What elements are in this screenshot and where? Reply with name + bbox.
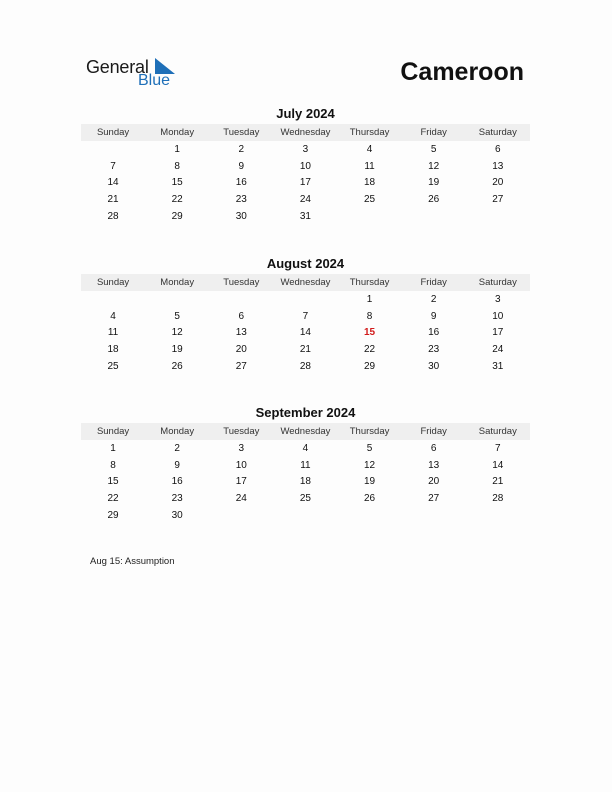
day-cell: 26	[428, 194, 440, 206]
day-cell: 4	[366, 143, 373, 155]
day-cell: 7	[302, 310, 309, 322]
month-title: August 2024	[266, 256, 345, 271]
day-cell: 23	[235, 194, 247, 206]
day-cell: 3	[495, 293, 501, 305]
day-cell: 30	[428, 361, 440, 373]
day-cell: 9	[174, 459, 180, 471]
day-cell: 15	[107, 476, 119, 488]
week-row	[81, 308, 530, 325]
day-cell: 13	[428, 459, 440, 471]
weekday-label: Wednesday	[280, 277, 331, 288]
day-cell: 12	[364, 459, 376, 471]
day-cell: 2	[238, 143, 245, 155]
holiday-notes	[90, 556, 175, 567]
day-cell: 2	[430, 293, 437, 305]
week-row	[81, 325, 530, 342]
day-cell: 16	[428, 327, 440, 339]
day-cell: 27	[492, 194, 504, 206]
day-cell: 19	[428, 177, 440, 189]
weekday-label: Friday	[420, 277, 447, 288]
holiday-note: Aug 15: Assumption	[90, 556, 175, 567]
day-cell: 6	[430, 442, 437, 454]
brand-logo	[86, 55, 196, 95]
day-cell: 27	[428, 493, 440, 505]
day-cell: 7	[495, 442, 501, 454]
week-row	[81, 175, 530, 192]
day-cell: 20	[428, 476, 440, 488]
day-cell: 24	[235, 493, 247, 505]
day-cell: 23	[171, 493, 183, 505]
day-cell: 17	[235, 476, 247, 488]
week-row	[81, 457, 530, 474]
weekday-label: Thursday	[349, 277, 390, 288]
month-block	[81, 106, 530, 225]
day-cell: 26	[364, 493, 376, 505]
day-cell: 28	[107, 211, 119, 223]
weekday-header	[81, 274, 530, 291]
day-cell: 4	[302, 442, 309, 454]
week-row	[81, 507, 530, 524]
day-cell: 12	[171, 327, 183, 339]
day-cell: 1	[110, 442, 116, 454]
day-cell: 29	[171, 211, 183, 223]
day-cell: 14	[299, 327, 311, 339]
month-title: July 2024	[276, 106, 335, 121]
day-cell: 29	[364, 361, 376, 373]
day-cell: 16	[171, 476, 183, 488]
weekday-label: Thursday	[349, 127, 390, 138]
day-cell: 25	[364, 194, 376, 206]
weekday-label: Monday	[160, 277, 195, 288]
day-cell: 21	[299, 344, 311, 356]
day-cell: 8	[110, 459, 116, 471]
day-cell: 31	[299, 211, 311, 223]
day-cell: 19	[171, 344, 183, 356]
week-row	[81, 191, 530, 208]
weekday-label: Sunday	[96, 277, 130, 288]
day-cell: 11	[107, 327, 119, 339]
weekday-label: Friday	[420, 127, 447, 138]
week-row	[81, 208, 530, 225]
day-cell: 30	[171, 510, 183, 522]
day-cell: 20	[492, 177, 504, 189]
weekday-label: Sunday	[96, 426, 130, 437]
day-cell: 8	[366, 310, 373, 322]
weekday-header	[81, 423, 530, 440]
day-cell: 10	[492, 310, 504, 322]
weekday-label: Tuesday	[223, 426, 260, 437]
weekday-label: Monday	[160, 127, 195, 138]
weekday-label: Saturday	[478, 426, 517, 437]
day-cell: 26	[171, 361, 183, 373]
day-cell: 5	[174, 310, 180, 322]
day-cell: 27	[235, 361, 247, 373]
weekday-label: Wednesday	[280, 127, 331, 138]
country-title: Cameroon	[400, 58, 524, 86]
day-cell: 9	[430, 310, 437, 322]
day-cell: 22	[107, 493, 119, 505]
day-cell: 18	[299, 476, 311, 488]
day-cell: 13	[235, 327, 247, 339]
day-cell: 24	[299, 194, 311, 206]
day-cell: 6	[238, 310, 245, 322]
day-cell: 14	[492, 459, 504, 471]
weekday-label: Tuesday	[223, 127, 260, 138]
day-cell: 21	[107, 194, 119, 206]
day-cell: 17	[492, 327, 504, 339]
weekday-label: Thursday	[349, 426, 390, 437]
day-cell: 22	[364, 344, 376, 356]
day-cell: 14	[107, 177, 119, 189]
logo-text-general: General	[86, 57, 149, 77]
day-cell: 29	[107, 510, 119, 522]
day-cell: 25	[299, 493, 311, 505]
day-cell: 25	[107, 361, 119, 373]
day-cell: 7	[110, 160, 116, 172]
day-cell: 19	[364, 476, 376, 488]
week-row	[81, 158, 530, 175]
week-row	[81, 141, 530, 158]
weekday-label: Friday	[420, 426, 447, 437]
day-cell: 3	[238, 442, 245, 454]
day-cell: 24	[492, 344, 504, 356]
day-cell: 9	[238, 160, 245, 172]
day-cell: 15	[171, 177, 183, 189]
month-block	[81, 256, 530, 375]
day-cell: 21	[492, 476, 504, 488]
day-cell: 1	[174, 143, 180, 155]
day-cell: 1	[366, 293, 373, 305]
day-cell: 2	[174, 442, 180, 454]
day-cell: 10	[235, 459, 247, 471]
day-cell: 22	[171, 194, 183, 206]
day-cell: 11	[300, 459, 311, 471]
day-cell: 30	[235, 211, 247, 223]
week-row	[81, 358, 530, 375]
day-cell: 17	[299, 177, 311, 189]
day-cell: 28	[299, 361, 311, 373]
day-cell: 6	[495, 143, 501, 155]
weekday-label: Saturday	[478, 277, 517, 288]
weekday-label: Monday	[160, 426, 195, 437]
day-cell: 16	[235, 177, 247, 189]
day-cell: 3	[302, 143, 309, 155]
day-cell: 12	[428, 160, 440, 172]
day-cell: 31	[492, 361, 504, 373]
day-cell: 13	[492, 160, 504, 172]
day-cell: 23	[428, 344, 440, 356]
logo-text-blue: Blue	[138, 72, 171, 89]
day-cell: 5	[366, 442, 373, 454]
week-row	[81, 341, 530, 358]
week-row	[81, 440, 530, 457]
day-cell: 18	[107, 344, 119, 356]
holiday-day-cell: 15	[364, 327, 376, 339]
month-block	[81, 405, 530, 524]
day-cell: 10	[299, 160, 311, 172]
weekday-label: Wednesday	[280, 426, 331, 437]
weekday-label: Saturday	[478, 127, 517, 138]
day-cell: 11	[364, 160, 375, 172]
day-cell: 8	[174, 160, 180, 172]
day-cell: 5	[430, 143, 437, 155]
week-row	[81, 291, 530, 308]
week-row	[81, 474, 530, 491]
weekday-label: Tuesday	[223, 277, 260, 288]
month-title: September 2024	[255, 405, 356, 420]
week-row	[81, 490, 530, 507]
day-cell: 18	[364, 177, 376, 189]
day-cell: 4	[110, 310, 116, 322]
weekday-label: Sunday	[96, 127, 130, 138]
day-cell: 28	[492, 493, 504, 505]
day-cell: 20	[235, 344, 247, 356]
weekday-header	[81, 124, 530, 141]
